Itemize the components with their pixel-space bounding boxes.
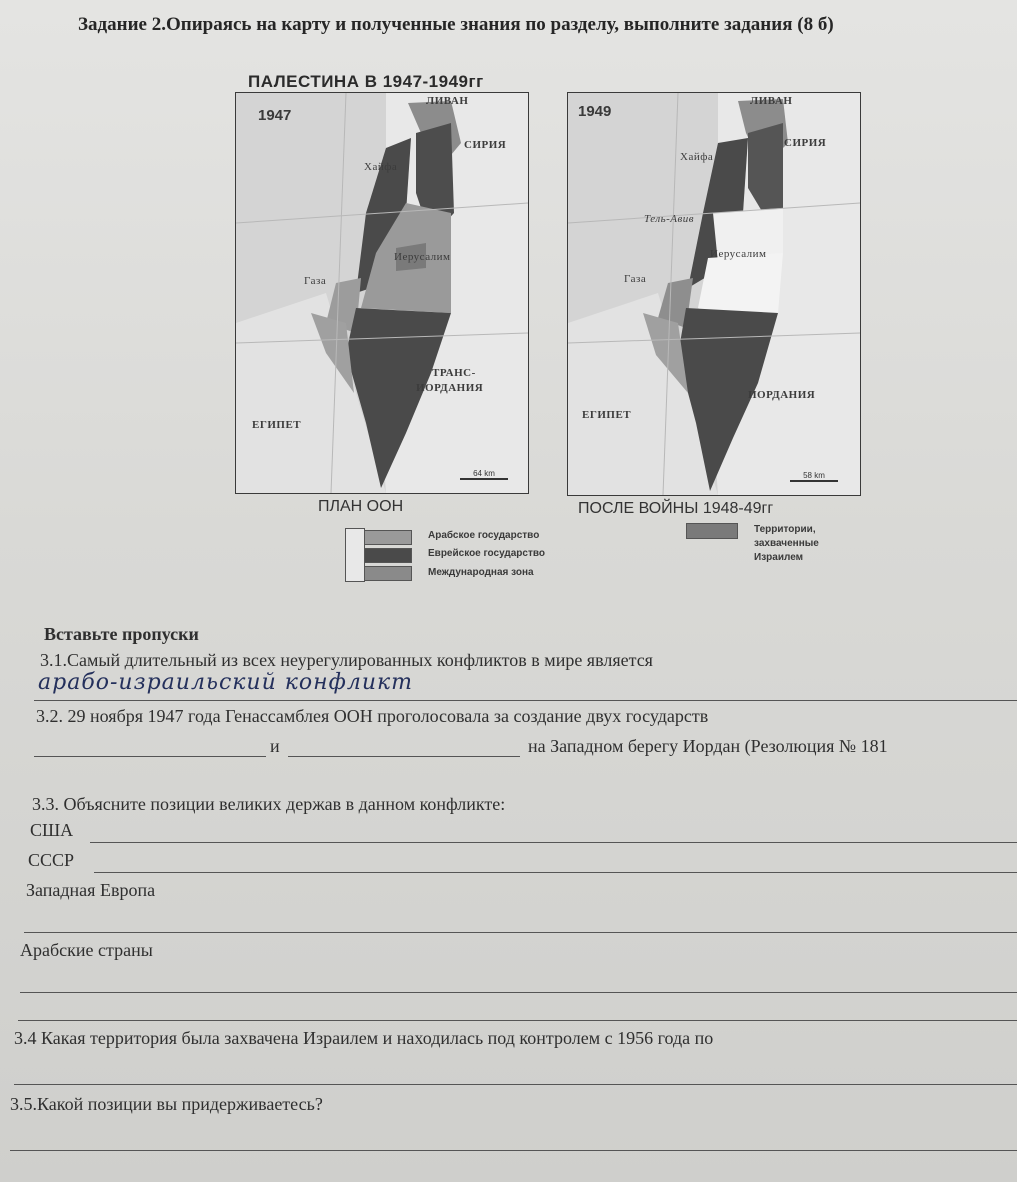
q33-arab-countries-label: Арабские страны: [20, 940, 153, 960]
label-haifa: Хайфа: [364, 161, 398, 173]
label-lebanon-1949: ЛИВАН: [750, 95, 793, 107]
map-1947: [235, 92, 529, 494]
q32-text: 3.2. 29 ноября 1947 года Генассамблея ООН проголосовала за создание двух государств: [36, 706, 709, 726]
label-syria: СИРИЯ: [464, 139, 507, 151]
label-transjordan-1: ТРАНС-: [432, 367, 476, 379]
label-telaviv: Тель-Авив: [644, 213, 695, 225]
q33-west-europe-label: Западная Европа: [26, 880, 156, 900]
q33-ussr-line[interactable]: [94, 872, 1017, 873]
q35-text: 3.5.Какой позиции вы придерживаетесь?: [10, 1094, 323, 1114]
q34-text: 3.4 Какая территория была захвачена Израилем и находилась под контролем с 1956 года по: [14, 1028, 714, 1048]
section-heading: Вставьте пропуски: [44, 624, 199, 644]
legend-swatch-blank: [345, 528, 365, 582]
q31-text: 3.1.Самый длительный из всех неурегулированных конфликтов в мире является: [40, 650, 653, 670]
legend-swatch-captured: [686, 523, 738, 539]
caption-un-plan: ПЛАН ООН: [318, 498, 404, 515]
legend-swatch-international: [364, 566, 412, 581]
legend-captured-1: Территории,: [754, 524, 816, 535]
legend-swatch-arab: [364, 530, 412, 545]
q32-blank-2[interactable]: [288, 756, 520, 757]
q31-answer-line: [34, 700, 1017, 701]
legend-captured-3: Израилем: [754, 552, 804, 563]
label-gaza-1949: Газа: [624, 273, 647, 285]
q33-usa-line[interactable]: [90, 842, 1017, 843]
map-year-1949: 1949: [578, 103, 612, 120]
q33-text: 3.3. Объясните позиции великих держав в данном конфликте:: [32, 794, 506, 814]
label-gaza: Газа: [304, 275, 327, 287]
label-egypt-1949: ЕГИПЕТ: [582, 409, 632, 421]
label-jerusalem: Иерусалим: [394, 251, 451, 263]
q33-arab-line-2[interactable]: [18, 1020, 1017, 1021]
q33-usa-label: США: [30, 820, 74, 840]
label-transjordan-2: ИОРДАНИЯ: [416, 382, 484, 394]
task-title: Задание 2.Опираясь на карту и полученные знания по разделу, выполните задания (8 б): [78, 14, 834, 35]
map-title: ПАЛЕСТИНА В 1947-1949гг: [248, 72, 484, 91]
label-egypt: ЕГИПЕТ: [252, 419, 302, 431]
q34-answer-line[interactable]: [14, 1084, 1017, 1085]
q33-ussr-label: СССР: [28, 850, 75, 870]
label-jordan: ИОРДАНИЯ: [748, 389, 816, 401]
map-1949: [567, 92, 861, 496]
q32-blank-1[interactable]: [34, 756, 266, 757]
map-1947-shapes: [236, 93, 528, 493]
map-1949-shapes: [568, 93, 860, 495]
map-scale-1949: 58 km: [790, 471, 838, 482]
label-jerusalem-1949: Иерусалим: [710, 248, 767, 260]
q33-arab-line-1[interactable]: [20, 992, 1017, 993]
legend-international: Международная зона: [428, 567, 534, 578]
q31-answer[interactable]: арабо-израильский конфликт: [38, 670, 414, 695]
label-syria-1949: СИРИЯ: [784, 137, 827, 149]
legend-swatch-jewish: [364, 548, 412, 563]
legend-captured-2: захваченные: [754, 538, 819, 549]
map-scale-1947: 64 km: [460, 469, 508, 480]
legend-arab: Арабское государство: [428, 530, 540, 541]
map-year-1947: 1947: [258, 107, 292, 124]
q33-west-europe-line[interactable]: [24, 932, 1017, 933]
q32-and: и: [270, 736, 280, 756]
label-haifa-1949: Хайфа: [680, 151, 714, 163]
label-lebanon: ЛИВАН: [426, 95, 469, 107]
caption-after-war: ПОСЛЕ ВОЙНЫ 1948-49гг: [578, 500, 774, 517]
legend-jewish: Еврейское государство: [428, 548, 546, 559]
q35-answer-line[interactable]: [10, 1150, 1017, 1151]
q32-tail: на Западном берегу Иордан (Резолюция № 181: [528, 736, 888, 756]
